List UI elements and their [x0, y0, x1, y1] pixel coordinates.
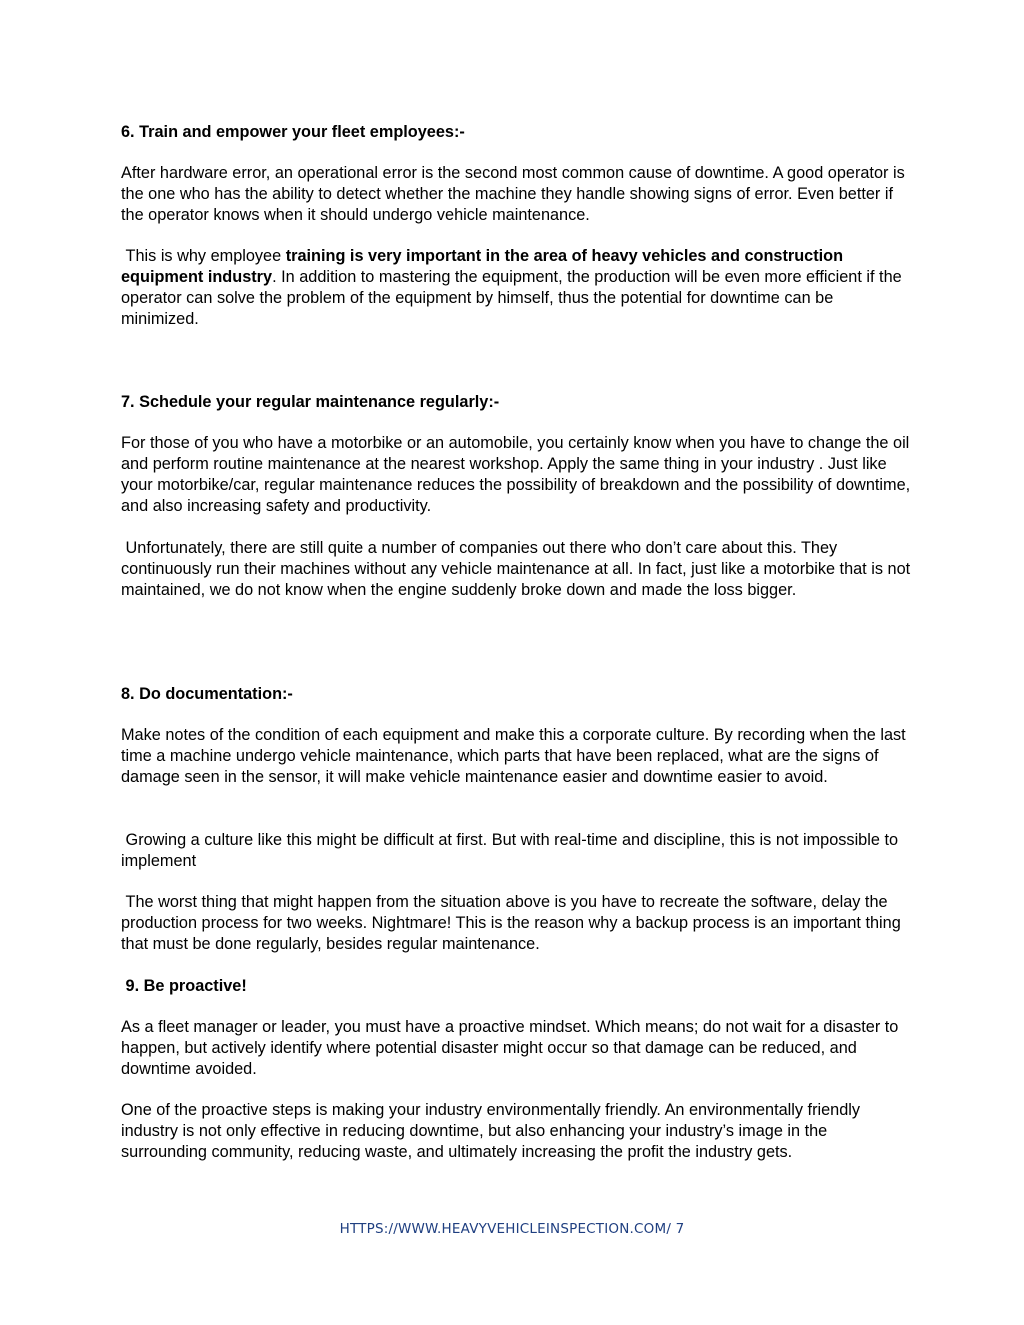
- paragraph-text: [121, 246, 911, 330]
- bold-emphasis: training is very important in the area of heavy vehicles and construction equipment industry: [121, 247, 844, 286]
- heading-text: 7. Schedule your regular maintenance regularly:-: [121, 393, 500, 411]
- section-8-heading: [121, 684, 911, 705]
- paragraph-text: Growing a culture like this might be difficult at first. But with real-time and discipline, this is not impossible to implement: [121, 831, 903, 870]
- paragraph-tail: . In addition to mastering the equipment, the production will be even more efficient if the operator can solve the problem of the equipment by himself, thus the potential for downtime can be minimized.: [121, 268, 902, 328]
- paragraph-text: The worst thing that might happen from the situation above is you have to recreate the software, delay the production process for two weeks. Nightmare! This is the reason why a backup process is an important thing that must be done regularly, besides regular maintenance.: [121, 893, 906, 953]
- page-number: 7: [675, 1221, 685, 1237]
- heading-text: 9. Be proactive!: [121, 977, 247, 995]
- paragraph-text: As a fleet manager or leader, you must have a proactive mindset. Which means; do not wait for a disaster to happen, but actively identify where potential disaster might occur so that damage can be reduced, and downtime avoided.: [121, 1018, 899, 1078]
- paragraph-lead: This is why employee: [121, 247, 286, 265]
- section-7-paragraph-2: [121, 538, 915, 601]
- paragraph-text: One of the proactive steps is making your industry environmentally friendly. An environmentally friendly industry is not only effective in reducing downtime, but also enhancing your industry’s image in the surrounding community, reducing waste, and ultimately increasing the profit the industry gets.: [121, 1101, 861, 1161]
- paragraph-text: For those of you who have a motorbike or an automobile, you certainly know when you have to change the oil and perform routine maintenance at the nearest workshop. Apply the same thing in your industry . Just like your motorbike/car, regular maintenance reduces the possibility of breakdown and the possibility of downtime, and also increasing safety and productivity.: [121, 434, 911, 515]
- section-8-paragraph-3: [121, 892, 911, 955]
- footer-url: HTTPS://WWW.HEAVYVEHICLEINSPECTION.COM/: [339, 1221, 672, 1237]
- section-9-paragraph-1: [121, 1017, 911, 1080]
- section-9-paragraph-2: [121, 1100, 911, 1163]
- section-6-paragraph-2: [121, 246, 911, 330]
- section-8-paragraph-2: [121, 830, 911, 872]
- page-footer: [0, 1221, 1024, 1237]
- section-7-heading: [121, 392, 911, 413]
- paragraph-text: After hardware error, an operational error is the second most common cause of downtime. A good operator is the one who has the ability to detect whether the machine they handle showing signs of error. Even better if the operator knows when it should undergo vehicle maintenance.: [121, 164, 905, 224]
- section-8-paragraph-1: [121, 725, 911, 788]
- heading-text: 6. Train and empower your fleet employees:-: [121, 123, 465, 141]
- section-6-heading: [121, 122, 911, 143]
- heading-text: 8. Do documentation:-: [121, 685, 293, 703]
- section-9-heading: [121, 976, 911, 997]
- paragraph-text: Make notes of the condition of each equipment and make this a corporate culture. By recording when the last time a machine undergo vehicle maintenance, which parts that have been replaced, what are the signs of damage seen in the sensor, it will make vehicle maintenance easier and downtime easier to avoid.: [121, 726, 906, 786]
- section-6-paragraph-1: [121, 163, 911, 226]
- section-7-paragraph-1: [121, 433, 911, 517]
- paragraph-text: Unfortunately, there are still quite a number of companies out there who don’t care about this. They continuously run their machines without any vehicle maintenance at all. In fact, just like a motorbike that is not maintained, we do not know when the engine suddenly broke down and made the loss bigger.: [121, 539, 915, 599]
